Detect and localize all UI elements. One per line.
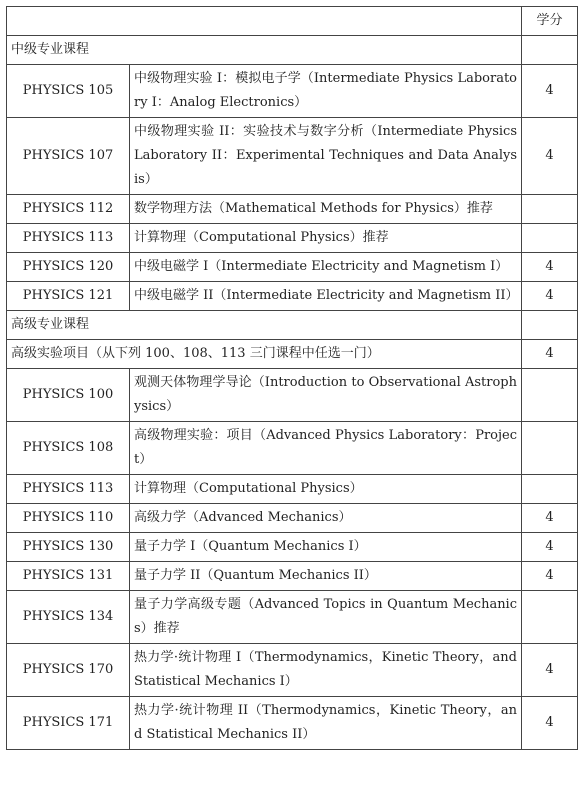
course-row <box>7 562 578 591</box>
section-row <box>7 311 578 340</box>
header-blank-cell <box>7 7 522 36</box>
course-code: PHYSICS 108 <box>7 422 130 475</box>
credit-column-header: 学分 <box>522 7 578 36</box>
course-credit <box>522 195 578 224</box>
course-credit: 4 <box>522 282 578 311</box>
course-credit: 4 <box>522 253 578 282</box>
course-code: PHYSICS 113 <box>7 475 130 504</box>
course-row <box>7 644 578 697</box>
course-name: 量子力学高级专题（Advanced Topics in Quantum Mechanics）推荐 <box>130 591 522 644</box>
course-credit: 4 <box>522 504 578 533</box>
course-code: PHYSICS 105 <box>7 65 130 118</box>
course-row <box>7 65 578 118</box>
course-credit: 4 <box>522 644 578 697</box>
course-code: PHYSICS 120 <box>7 253 130 282</box>
course-code: PHYSICS 131 <box>7 562 130 591</box>
course-code: PHYSICS 110 <box>7 504 130 533</box>
course-code: PHYSICS 170 <box>7 644 130 697</box>
course-row <box>7 282 578 311</box>
course-code: PHYSICS 100 <box>7 369 130 422</box>
course-row <box>7 504 578 533</box>
course-code: PHYSICS 171 <box>7 697 130 750</box>
course-row <box>7 118 578 195</box>
course-row <box>7 533 578 562</box>
course-name: 观测天体物理学导论（Introduction to Observational Astrophysics） <box>130 369 522 422</box>
course-name: 中级物理实验 II：实验技术与数字分析（Intermediate Physics Laboratory II：Experimental Techniques and Data Analysis） <box>130 118 522 195</box>
course-name: 量子力学 II（Quantum Mechanics II） <box>130 562 522 591</box>
course-credit <box>522 591 578 644</box>
section-credit-cell <box>522 36 578 65</box>
course-code: PHYSICS 121 <box>7 282 130 311</box>
course-name: 高级物理实验：项目（Advanced Physics Laboratory：Project） <box>130 422 522 475</box>
header-row <box>7 7 578 36</box>
course-row <box>7 591 578 644</box>
course-name: 热力学·统计物理 II（Thermodynamics，Kinetic Theory，and Statistical Mechanics II） <box>130 697 522 750</box>
group-row <box>7 340 578 369</box>
course-code: PHYSICS 107 <box>7 118 130 195</box>
course-row <box>7 369 578 422</box>
section-row <box>7 36 578 65</box>
course-credit: 4 <box>522 562 578 591</box>
course-row <box>7 253 578 282</box>
course-name: 数学物理方法（Mathematical Methods for Physics）推荐 <box>130 195 522 224</box>
course-name: 中级电磁学 II（Intermediate Electricity and Magnetism II） <box>130 282 522 311</box>
course-row <box>7 422 578 475</box>
course-name: 量子力学 I（Quantum Mechanics I） <box>130 533 522 562</box>
course-name: 中级物理实验 I：模拟电子学（Intermediate Physics Laboratory I：Analog Electronics） <box>130 65 522 118</box>
course-name: 计算物理（Computational Physics） <box>130 475 522 504</box>
course-name: 中级电磁学 I（Intermediate Electricity and Magnetism I） <box>130 253 522 282</box>
course-credit: 4 <box>522 65 578 118</box>
course-code: PHYSICS 130 <box>7 533 130 562</box>
course-code: PHYSICS 134 <box>7 591 130 644</box>
course-name: 高级力学（Advanced Mechanics） <box>130 504 522 533</box>
course-row <box>7 697 578 750</box>
course-credit <box>522 475 578 504</box>
course-row <box>7 475 578 504</box>
course-credit: 4 <box>522 697 578 750</box>
group-label: 高级实验项目（从下列 100、108、113 三门课程中任选一门） <box>7 340 522 369</box>
course-credit: 4 <box>522 118 578 195</box>
course-table-body <box>7 7 578 750</box>
course-code: PHYSICS 113 <box>7 224 130 253</box>
section-credit-cell <box>522 311 578 340</box>
course-credit <box>522 224 578 253</box>
course-credit: 4 <box>522 533 578 562</box>
course-row <box>7 224 578 253</box>
course-row <box>7 195 578 224</box>
course-table <box>6 6 578 750</box>
course-code: PHYSICS 112 <box>7 195 130 224</box>
section-title: 高级专业课程 <box>7 311 522 340</box>
course-name: 热力学·统计物理 I（Thermodynamics，Kinetic Theory，and Statistical Mechanics I） <box>130 644 522 697</box>
course-name: 计算物理（Computational Physics）推荐 <box>130 224 522 253</box>
course-credit <box>522 369 578 422</box>
group-credit: 4 <box>522 340 578 369</box>
course-credit <box>522 422 578 475</box>
section-title: 中级专业课程 <box>7 36 522 65</box>
